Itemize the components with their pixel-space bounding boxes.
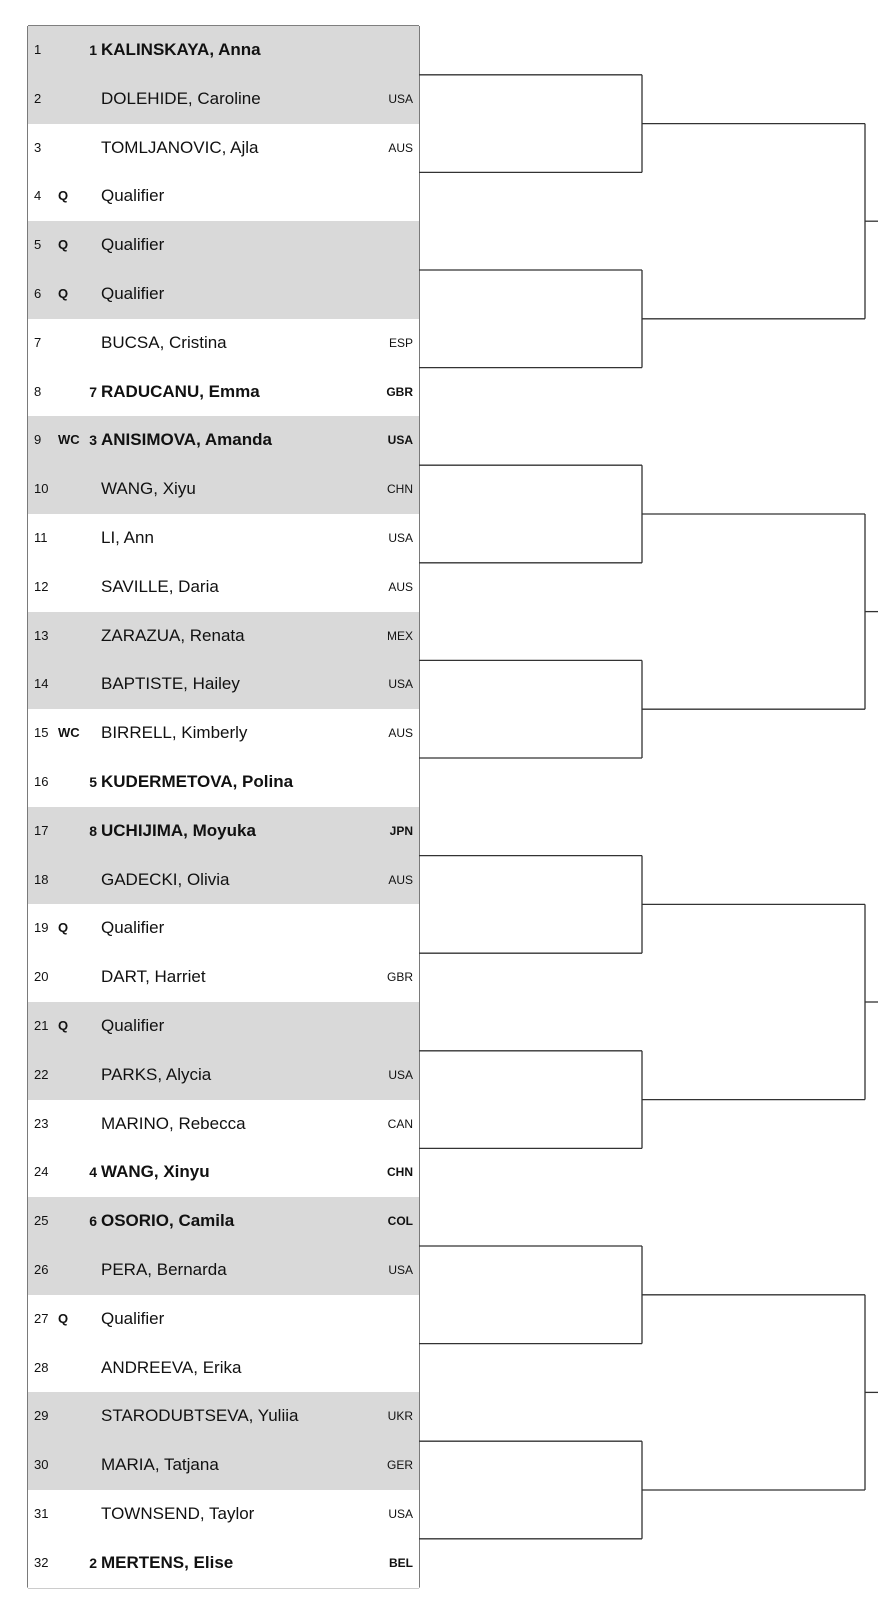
player-nationality: AUS — [388, 726, 413, 741]
draw-position-number: 5 — [34, 237, 42, 253]
player-nationality: USA — [388, 1067, 413, 1082]
seed-number — [86, 563, 97, 612]
player-nationality: JPN — [389, 823, 413, 838]
player-name: ANDREEVA, Erika — [101, 1357, 242, 1377]
seed-number — [86, 660, 97, 709]
draw-position-number: 21 — [34, 1018, 49, 1033]
player-name: TOMLJANOVIC, Ajla — [101, 137, 259, 157]
player-nationality: UKR — [387, 1409, 413, 1424]
draw-position-number: 29 — [34, 1408, 49, 1424]
draw-row — [28, 1295, 419, 1344]
draw-position-number: 28 — [34, 1359, 49, 1375]
seed-number — [86, 465, 97, 514]
seed-number — [86, 953, 97, 1002]
draw-row — [28, 612, 419, 661]
draw-position-number: 11 — [34, 530, 48, 545]
seed-number — [86, 172, 97, 221]
player-name: LI, Ann — [101, 528, 154, 547]
seed-number: 4 — [89, 1164, 97, 1181]
draw-row — [28, 807, 419, 856]
draw-row — [28, 758, 419, 807]
entry-status: Q — [58, 188, 69, 204]
player-nationality: AUS — [388, 579, 413, 594]
draw-position-number: 22 — [34, 1066, 49, 1082]
seed-number — [86, 1490, 97, 1539]
draw-row — [28, 1246, 419, 1295]
player-nationality: MEX — [386, 628, 413, 643]
player-name: MARIA, Tatjana — [101, 1455, 219, 1475]
seed-number — [86, 1246, 97, 1295]
draw-row — [28, 660, 419, 709]
draw-row — [28, 1539, 419, 1588]
player-nationality: CHN — [387, 1165, 413, 1180]
seed-number — [86, 1344, 97, 1393]
player-name: BAPTISTE, Hailey — [101, 674, 240, 694]
entry-status: Q — [58, 920, 69, 936]
draw-row — [28, 319, 419, 368]
player-nationality: CAN — [387, 1116, 413, 1131]
seed-number — [86, 709, 97, 758]
draw-row — [28, 416, 419, 465]
draw-position-number: 20 — [34, 969, 49, 985]
draw-position-number: 13 — [34, 627, 49, 643]
player-name: Qualifier — [101, 186, 165, 206]
player-name: PERA, Bernarda — [101, 1260, 227, 1279]
draw-row — [28, 172, 419, 221]
draw-position-number: 4 — [34, 188, 42, 204]
draw-position-number: 16 — [34, 774, 49, 789]
seed-number: 1 — [89, 42, 97, 58]
player-name: WANG, Xiyu — [101, 479, 196, 499]
seed-number — [86, 612, 97, 661]
draw-position-number: 6 — [34, 286, 42, 301]
draw-position-number: 12 — [34, 578, 49, 594]
draw-row — [28, 1051, 419, 1100]
player-name: PARKS, Alycia — [101, 1064, 212, 1084]
player-nationality: GBR — [386, 970, 413, 985]
player-name: GADECKI, Olivia — [101, 869, 230, 889]
draw-row — [28, 124, 419, 173]
player-nationality: BEL — [389, 1555, 413, 1570]
draw-row — [28, 1002, 419, 1051]
entry-status: Q — [58, 1310, 69, 1326]
seed-number: 8 — [89, 822, 97, 839]
draw-row — [28, 1490, 419, 1539]
draw-position-number: 30 — [34, 1457, 49, 1473]
seed-number: 2 — [89, 1554, 97, 1571]
draw-row — [28, 1344, 419, 1393]
draw-row — [28, 1392, 419, 1441]
player-name: SAVILLE, Daria — [101, 576, 219, 596]
draw-position-number: 1 — [34, 42, 42, 57]
seed-number: 6 — [89, 1213, 97, 1230]
seed-number — [86, 856, 97, 905]
seed-number — [86, 1002, 97, 1051]
draw-row — [28, 856, 419, 905]
player-nationality: AUS — [388, 872, 413, 887]
draw-row — [28, 514, 419, 563]
player-nationality: USA — [388, 531, 413, 545]
draw-position-number: 31 — [34, 1506, 49, 1521]
draw-position-number: 19 — [34, 920, 49, 936]
player-name: OSORIO, Camila — [101, 1211, 235, 1231]
player-nationality: ESP — [388, 335, 413, 350]
seed-number — [86, 1441, 97, 1490]
seed-number — [86, 124, 97, 173]
seed-number — [86, 75, 97, 124]
draw-row — [28, 953, 419, 1002]
player-name: Qualifier — [101, 284, 165, 303]
draw-position-number: 2 — [34, 90, 42, 106]
entry-status: Q — [58, 286, 69, 301]
draw-position-number: 7 — [34, 334, 42, 350]
seed-number — [86, 1295, 97, 1344]
draw-row — [28, 75, 419, 124]
draw-position-number: 9 — [34, 432, 42, 448]
player-nationality: USA — [387, 433, 413, 448]
seed-number: 5 — [89, 774, 97, 790]
player-name: Qualifier — [101, 1308, 165, 1328]
player-name: DOLEHIDE, Caroline — [101, 88, 261, 108]
entry-status: Q — [58, 237, 69, 253]
player-name: Qualifier — [101, 235, 165, 255]
seed-number — [86, 1392, 97, 1441]
draw-position-number: 17 — [34, 822, 49, 838]
draw-position-number: 3 — [34, 139, 42, 155]
player-nationality: GER — [386, 1458, 413, 1473]
draw-position-number: 24 — [34, 1164, 49, 1180]
player-nationality: CHN — [387, 482, 413, 497]
draw-row — [28, 709, 419, 758]
draw-position-number: 26 — [34, 1262, 49, 1277]
draw-row — [28, 221, 419, 270]
draw-position-number: 8 — [34, 383, 42, 399]
draw-row — [28, 26, 419, 75]
seed-number — [86, 221, 97, 270]
player-nationality: USA — [388, 677, 413, 692]
draw-position-number: 27 — [34, 1310, 49, 1326]
draw-row — [28, 1441, 419, 1490]
player-name: KUDERMETOVA, Polina — [101, 772, 294, 791]
player-name: Qualifier — [101, 918, 165, 938]
player-name: MARINO, Rebecca — [101, 1113, 246, 1133]
draw-row — [28, 1148, 419, 1197]
player-name: WANG, Xinyu — [101, 1162, 210, 1182]
player-name: BUCSA, Cristina — [101, 332, 227, 352]
seed-number — [86, 319, 97, 368]
player-name: UCHIJIMA, Moyuka — [101, 820, 256, 840]
draw-row — [28, 1100, 419, 1149]
seed-number: 7 — [89, 383, 97, 400]
player-name: KALINSKAYA, Anna — [101, 40, 261, 59]
draw-position-number: 25 — [34, 1213, 49, 1229]
draw-position-number: 14 — [34, 676, 49, 692]
seed-number: 3 — [89, 432, 97, 449]
seed-number — [86, 270, 97, 319]
entry-status: Q — [58, 1018, 69, 1033]
player-name: ZARAZUA, Renata — [101, 625, 245, 645]
draw-row — [28, 1197, 419, 1246]
entry-status: WC — [58, 725, 80, 741]
player-name: STARODUBTSEVA, Yuliia — [101, 1406, 299, 1426]
entry-status: WC — [58, 432, 80, 448]
player-name: DART, Harriet — [101, 967, 206, 987]
draw-position-number: 15 — [34, 725, 49, 741]
player-name: ANISIMOVA, Amanda — [101, 430, 272, 450]
player-nationality: GBR — [386, 384, 413, 399]
player-name: TOWNSEND, Taylor — [101, 1504, 255, 1523]
seed-number — [86, 1051, 97, 1100]
draw-position-number: 23 — [34, 1115, 49, 1131]
draw-position-number: 10 — [34, 481, 49, 497]
seed-number — [86, 1100, 97, 1149]
player-name: Qualifier — [101, 1016, 165, 1035]
player-name: RADUCANU, Emma — [101, 381, 260, 401]
player-name: MERTENS, Elise — [101, 1552, 234, 1572]
player-nationality: COL — [387, 1214, 413, 1229]
draw-row — [28, 563, 419, 612]
draw-position-number: 32 — [34, 1554, 49, 1570]
player-name: BIRRELL, Kimberly — [101, 723, 248, 743]
draw-row — [28, 904, 419, 953]
player-nationality: USA — [388, 1507, 413, 1521]
seed-number — [86, 514, 97, 563]
player-nationality: USA — [388, 91, 413, 106]
player-nationality: AUS — [388, 140, 413, 155]
draw-row — [28, 368, 419, 417]
seed-number — [86, 904, 97, 953]
draw-position-number: 18 — [34, 871, 49, 887]
draw-row — [28, 270, 419, 319]
draw-row — [28, 465, 419, 514]
player-nationality: USA — [388, 1263, 413, 1277]
